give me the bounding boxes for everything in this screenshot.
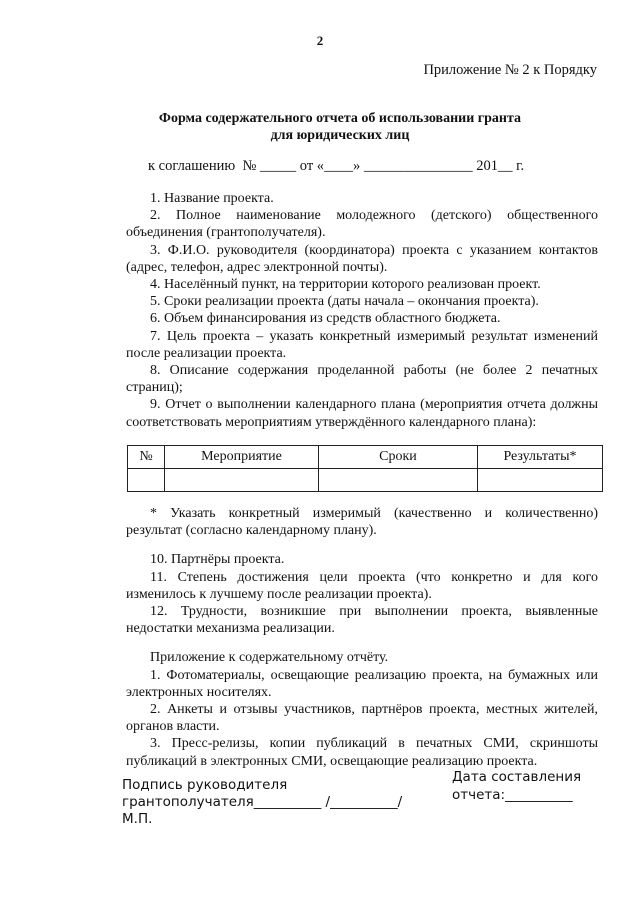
report-item: 1. Название проекта. (150, 191, 274, 206)
appendix-reference: Приложение № 2 к Порядку (423, 62, 597, 78)
report-item: 2. Полное наименование молодежного (детского) общественного объединения (грантополучателя). (126, 208, 598, 241)
signature-line-1: Подпись руководителя (122, 777, 288, 793)
table-cell (128, 469, 165, 492)
title-line-2: для юридических лиц (270, 128, 410, 143)
attachments-title: Приложение к содержательному отчёту. (150, 650, 389, 666)
report-item: 6. Объем финансирования из средств областного бюджета. (150, 311, 501, 327)
signature-block (122, 777, 402, 828)
report-item: 9. Отчет о выполнении календарного плана (мероприятия отчета должны соответствовать мероприятиям утверждённого календарного плана): (126, 397, 598, 430)
signature-line-2: грантополучателя__________ /__________/ (122, 794, 403, 810)
report-item: 12. Трудности, возникшие при выполнении проекта, выявленные недостатки механизма реализации. (126, 604, 598, 637)
header-event: Мероприятие (165, 446, 319, 469)
date-line-2: отчета:__________ (452, 787, 573, 803)
attachment-item: 1. Фотоматериалы, освещающие реализацию проекта, на бумажных или электронных носителях. (126, 667, 598, 700)
report-item: 7. Цель проекта – указать конкретный измеримый результат изменений после реализации проекта. (126, 328, 598, 361)
page-number: 2 (316, 33, 324, 48)
agreement-line: к соглашению № _____ от «____» _______________ 201__ г. (148, 158, 525, 174)
table-header-row (128, 446, 603, 469)
header-number: № (128, 446, 165, 469)
report-item: 8. Описание содержания проделанной работы (не более 2 печатных страниц); (126, 363, 598, 396)
stamp-label: М.П. (122, 811, 153, 827)
title-line-1: Форма содержательного отчета об использовании гранта (158, 111, 522, 126)
calendar-plan-table (127, 445, 603, 492)
report-items-continued (126, 505, 598, 770)
date-line-1: Дата составления (452, 769, 582, 785)
report-item: 10. Партнёры проекта. (150, 552, 285, 568)
report-items (126, 190, 598, 431)
attachment-item: 2. Анкеты и отзывы участников, партнёров проекта, местных жителей, органов власти. (126, 702, 598, 735)
attachment-item: 3. Пресс-релизы, копии публикаций в печатных СМИ, скриншоты публикаций в электронных СМИ, освещающие реализацию проекта. (126, 736, 598, 769)
table-cell (165, 469, 319, 492)
header-results: Результаты* (478, 446, 603, 469)
document-title (100, 110, 580, 144)
table-row (128, 469, 603, 492)
table-footnote: * Указать конкретный измеримый (качественно и количественно) результат (согласно календарному плану). (126, 506, 598, 539)
report-item: 11. Степень достижения цели проекта (что конкретно и для кого изменилось к лучшему после реализации проекта). (126, 569, 598, 602)
table-cell (478, 469, 603, 492)
report-item: 5. Сроки реализации проекта (даты начала – окончания проекта). (150, 294, 539, 310)
report-item: 4. Населённый пункт, на территории которого реализован проект. (150, 277, 541, 293)
report-item: 3. Ф.И.О. руководителя (координатора) проекта с указанием контактов (адрес, телефон, адрес электронной почты). (126, 242, 598, 275)
header-dates: Сроки (319, 446, 478, 469)
date-block (452, 768, 581, 804)
table-cell (319, 469, 478, 492)
